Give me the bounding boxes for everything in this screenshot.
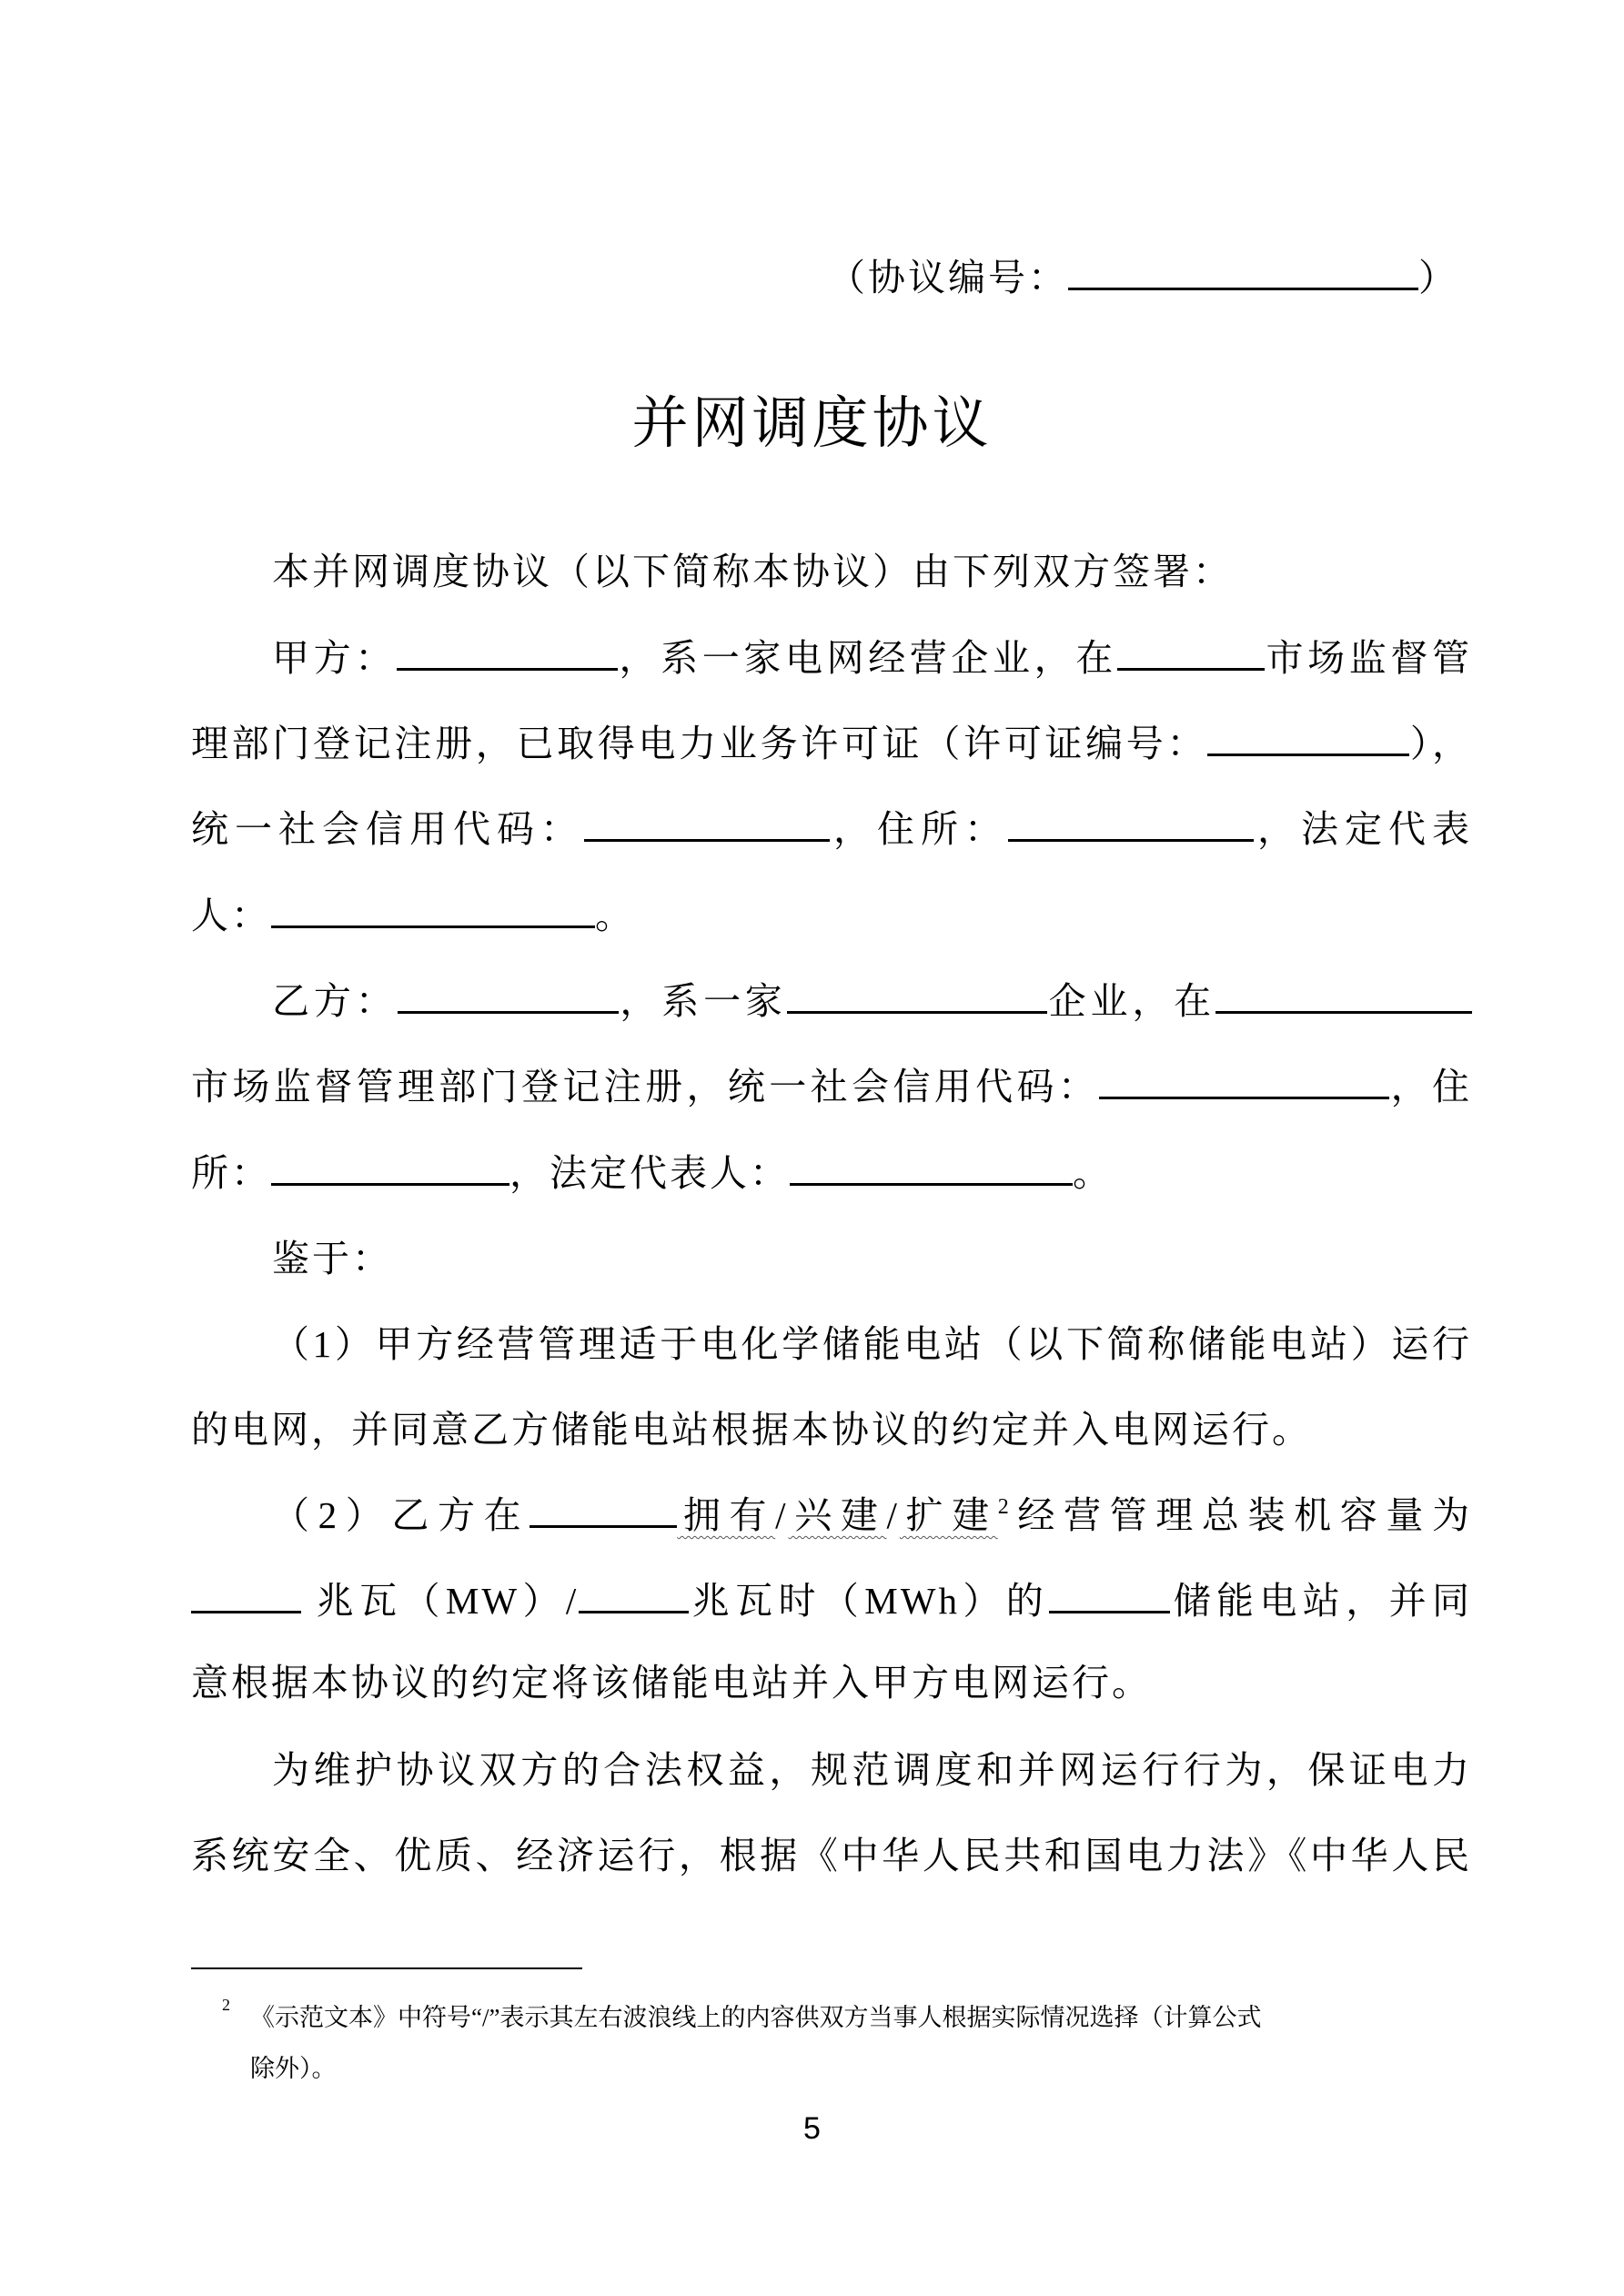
party-a-registry-blank[interactable] (1117, 639, 1265, 671)
agreement-number-blank[interactable] (1068, 258, 1418, 290)
footnote-line-2: 除外）。 (250, 2055, 337, 2082)
item-2-line-1 (272, 1472, 1472, 1558)
option-build[interactable]: 兴建 (788, 1494, 887, 1536)
party-a-representative-blank[interactable] (271, 896, 595, 928)
whereas-heading: 鉴于： (272, 1238, 392, 1279)
text: ，住所： (830, 808, 1008, 850)
party-b-registry-blank[interactable] (1215, 982, 1472, 1014)
party-a-line-1 (272, 615, 1472, 701)
separator: / (886, 1494, 900, 1536)
item-1-line-1: （1）甲方经营管理适于电化学储能电站（以下简称储能电站）运行 (272, 1323, 1472, 1365)
party-a-line-3 (191, 786, 1472, 872)
party-a-credit-code-blank[interactable] (584, 810, 830, 842)
text: ，系一家 (618, 980, 787, 1022)
party-a-name-blank[interactable] (397, 639, 618, 671)
page-number: 5 (803, 2111, 821, 2146)
text: 兆瓦时（MWh）的 (689, 1580, 1050, 1622)
party-b-representative-blank[interactable] (790, 1154, 1073, 1186)
text: ，法定代表 (1254, 808, 1472, 850)
text: 。 (1073, 1152, 1113, 1194)
text: 理部门登记注册，已取得电力业务许可证（许可证编号： (191, 723, 1208, 764)
text: ，系一家电网经营企业，在 (617, 637, 1117, 679)
text: 乙方： (272, 980, 398, 1022)
text: 市场监督管理部门登记注册，统一社会信用代码： (191, 1066, 1100, 1108)
text: ）， (1409, 723, 1473, 764)
text: ，住 (1389, 1066, 1472, 1108)
item-2-line-2 (191, 1558, 1472, 1644)
text: （2）乙方在 (272, 1494, 530, 1536)
item-1-line-2: 的电网，并同意乙方储能电站根据本协议的约定并入电网运行。 (191, 1409, 1312, 1451)
item-2-line-3: 意根据本协议的约定将该储能电站并入甲方电网运行。 (191, 1662, 1152, 1704)
text: 经营管理总装机容量为 (1011, 1494, 1473, 1536)
text: 企业，在 (1046, 980, 1216, 1022)
text: 。 (595, 895, 635, 936)
party-b-line-2 (191, 1044, 1472, 1129)
page-title: 并网调度协议 (631, 389, 993, 456)
station-name-blank[interactable] (1049, 1582, 1170, 1613)
text: 甲方： (272, 637, 397, 679)
intro-line: 本并网调度协议（以下简称本协议）由下列双方签署： (272, 551, 1233, 592)
party-b-name-blank[interactable] (398, 982, 619, 1014)
footnote-ref: 2 (997, 1495, 1012, 1519)
text: 人： (191, 895, 271, 936)
text: 储能电站，并同 (1170, 1580, 1473, 1622)
party-a-address-blank[interactable] (1008, 810, 1254, 842)
license-number-blank[interactable] (1207, 724, 1409, 756)
location-blank[interactable] (530, 1496, 677, 1528)
footnote-line-1: 《示范文本》中符号“/”表示其左右波浪线上的内容供双方当事人根据实际情况选择（计算公式 (250, 2004, 1262, 2031)
capacity-mw-blank[interactable] (191, 1582, 301, 1613)
party-b-credit-code-blank[interactable] (1099, 1067, 1389, 1099)
option-expand[interactable]: 扩建 (899, 1494, 998, 1536)
text: 市场监督管 (1264, 637, 1473, 679)
party-a-line-4 (191, 873, 1472, 958)
text: 兆瓦（MW）/ (301, 1580, 580, 1622)
capacity-mwh-blank[interactable] (579, 1582, 689, 1613)
text: 统一社会信用代码： (191, 808, 584, 850)
party-b-address-blank[interactable] (271, 1154, 509, 1186)
purpose-line-2: 系统安全、优质、经济运行，根据《中华人民共和国电力法》《中华人民 (191, 1835, 1472, 1876)
separator: / (775, 1494, 789, 1536)
text: 所： (191, 1152, 271, 1194)
party-a-line-2 (191, 701, 1472, 786)
text: ，法定代表人： (509, 1152, 790, 1194)
option-own[interactable]: 拥有 (677, 1494, 776, 1536)
footnote-divider (191, 1967, 582, 1969)
party-b-type-blank[interactable] (787, 982, 1047, 1014)
agreement-number (828, 235, 1458, 320)
party-b-line-3 (191, 1130, 1472, 1216)
agreement-number-label: （协议编号： (828, 257, 1068, 298)
agreement-number-close: ） (1418, 257, 1458, 298)
footnote-number: 2 (222, 1996, 230, 2014)
party-b-line-1 (272, 958, 1472, 1044)
purpose-line-1: 为维护协议双方的合法权益，规范调度和并网运行行为，保证电力 (272, 1749, 1472, 1791)
